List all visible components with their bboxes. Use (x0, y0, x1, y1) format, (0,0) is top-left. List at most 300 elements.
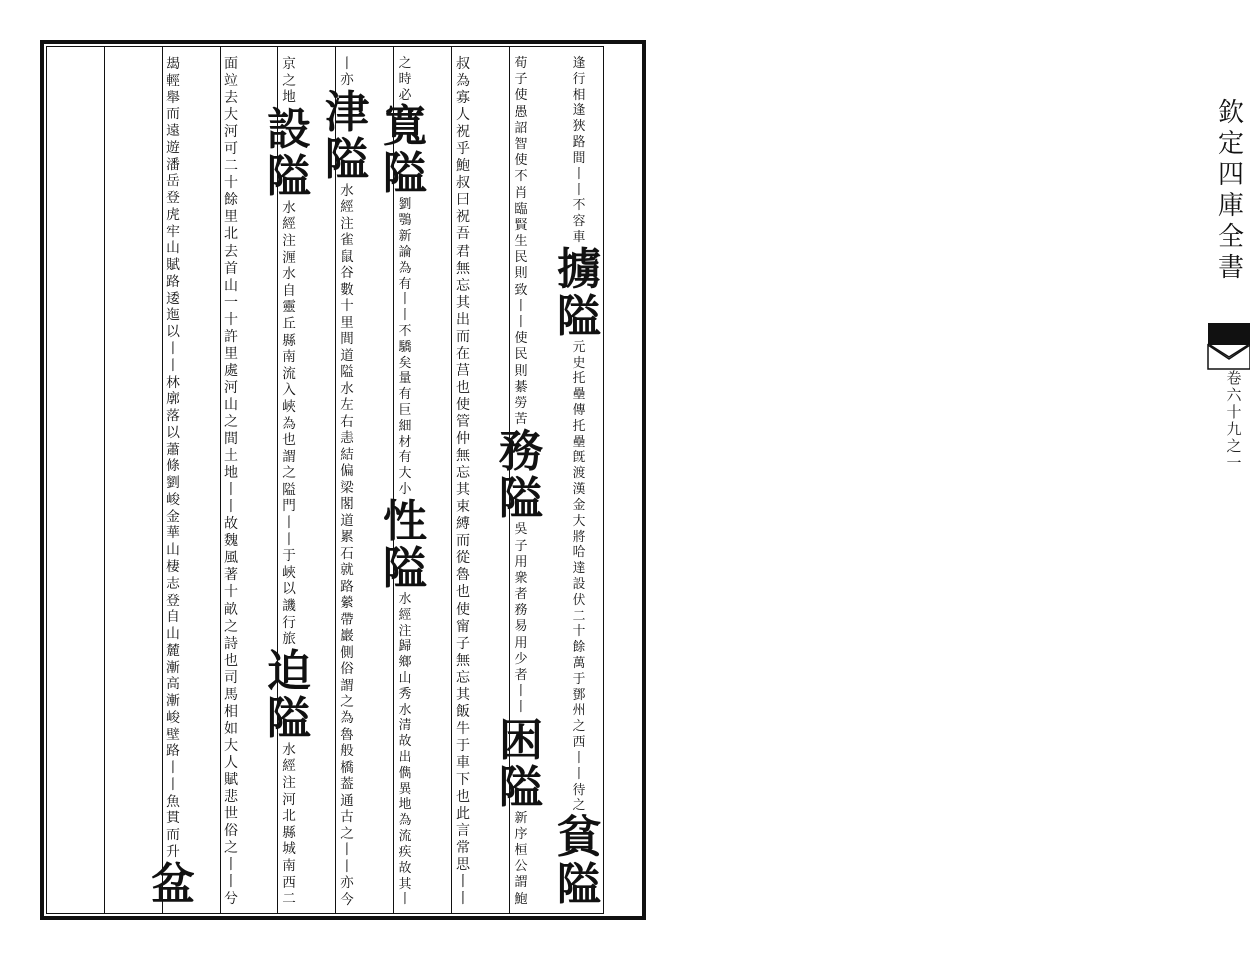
text-glyph: 就 (340, 562, 354, 579)
text-glyph: 十 (223, 175, 239, 192)
text-glyph: 水 (340, 182, 354, 199)
text-glyph: 細 (398, 418, 412, 434)
text-glyph: 十 (572, 624, 586, 640)
text-glyph: 下 (455, 771, 471, 788)
text-glyph: 山 (223, 277, 239, 294)
text-glyph: 水 (282, 199, 296, 216)
text-glyph: 縣 (282, 332, 296, 349)
text-glyph: 鼠 (340, 248, 354, 265)
text-glyph: 畝 (223, 601, 239, 618)
text-glyph: 右 (340, 413, 354, 430)
repeat-mark: 丨 (282, 515, 296, 532)
text-glyph: 鮑 (455, 158, 471, 175)
text-glyph: 登 (166, 592, 180, 609)
text-glyph: 吳 (514, 522, 528, 538)
text-glyph: 山 (166, 240, 180, 257)
heading-glyph: 隘 (325, 133, 369, 185)
text-glyph: 以 (282, 581, 296, 598)
text-glyph: 忘 (455, 669, 471, 686)
text-glyph: 迤 (166, 307, 180, 324)
text-glyph: 注 (398, 623, 412, 639)
text-glyph: 水 (398, 591, 412, 607)
text-glyph: 亦 (340, 875, 354, 892)
text-glyph: 城 (282, 841, 296, 858)
text-glyph: 漢 (572, 482, 586, 498)
text-glyph: 人 (455, 107, 471, 124)
text-glyph: 旅 (282, 631, 296, 648)
repeat-mark: 丨 (223, 857, 239, 874)
repeat-mark: 丨 (282, 531, 296, 548)
text-glyph: 鄉 (398, 655, 412, 671)
text-glyph: 也 (223, 652, 239, 669)
text-glyph: 牢 (166, 223, 180, 240)
text-glyph: 潘 (166, 156, 180, 173)
text-glyph: 之 (282, 465, 296, 482)
heading-glyph: 寬 (383, 101, 427, 153)
text-glyph: 石 (340, 545, 354, 562)
text-glyph: 峽 (282, 564, 296, 581)
text-glyph: 漸 (166, 693, 180, 710)
text-glyph: 仲 (455, 431, 471, 448)
repeat-mark: 丨 (340, 56, 354, 72)
text-glyph: 鶚 (398, 213, 412, 229)
text-glyph: 漸 (166, 659, 180, 676)
text-glyph: 餘 (572, 640, 586, 656)
text-glyph: 之 (223, 618, 239, 635)
text-glyph: 二 (282, 891, 296, 908)
text-glyph: 廓 (166, 391, 180, 408)
text-glyph: 其 (455, 482, 471, 499)
fish-tail-mark-icon (1208, 323, 1250, 369)
text-glyph: 出 (398, 750, 412, 765)
text-glyph: 大 (398, 466, 412, 482)
text-glyph: 忘 (455, 277, 471, 294)
text-glyph: 臨 (514, 201, 528, 217)
text-glyph: 餘 (223, 192, 239, 209)
text-glyph: 條 (166, 458, 180, 475)
text-glyph: 可 (223, 141, 239, 158)
text-glyph: 巨 (398, 403, 412, 418)
repeat-mark: 丨 (572, 182, 586, 198)
text-glyph: 之 (223, 413, 239, 430)
text-glyph: 金 (166, 508, 180, 525)
text-glyph: 橋 (340, 759, 354, 776)
text-glyph: 有 (398, 450, 412, 466)
text-glyph: 輕 (166, 72, 180, 89)
text-glyph: 綦 (514, 379, 528, 395)
text-glyph: 為 (398, 260, 412, 276)
text-glyph: 則 (514, 266, 528, 282)
text-glyph: 間 (572, 150, 586, 166)
text-glyph: 之 (282, 72, 296, 89)
text-glyph: 帶 (340, 611, 354, 628)
text-glyph: 門 (282, 498, 296, 515)
text-glyph: 賦 (166, 257, 180, 274)
text-glyph: 新 (514, 810, 528, 826)
text-glyph: 使 (514, 153, 528, 169)
text-glyph: 路 (340, 578, 354, 595)
text-glyph: 于 (572, 671, 586, 687)
text-glyph: 設 (572, 576, 586, 592)
text-glyph: 里 (340, 314, 354, 331)
text-glyph: 容 (572, 214, 586, 230)
text-glyph: 朅 (166, 56, 180, 72)
text-glyph: 京 (282, 56, 296, 72)
text-glyph: 使 (455, 396, 471, 413)
book-title-char: 書 (1217, 253, 1244, 283)
repeat-mark: 丨 (166, 357, 180, 374)
text-glyph: 者 (514, 668, 528, 683)
text-glyph: 有 (398, 276, 412, 292)
text-column-4 (383, 56, 427, 908)
juan-number (1222, 370, 1246, 472)
text-glyph: 伏 (572, 592, 586, 608)
text-glyph: 許 (223, 328, 239, 345)
text-glyph: 衆 (514, 570, 528, 586)
text-glyph: 新 (398, 229, 412, 245)
text-glyph: 道 (340, 512, 354, 529)
text-glyph: 林 (166, 374, 180, 391)
heading-glyph: 困 (499, 714, 543, 766)
text-glyph: 流 (398, 829, 412, 845)
text-glyph: 側 (340, 644, 354, 661)
text-glyph: 兮 (223, 891, 239, 908)
text-glyph: 梁 (340, 479, 354, 496)
text-glyph: 故 (223, 516, 239, 533)
text-glyph: 此 (455, 806, 471, 823)
text-glyph: 左 (340, 397, 354, 414)
text-glyph: 旣 (572, 450, 586, 466)
text-glyph: 故 (398, 734, 412, 750)
text-glyph: 無 (455, 448, 471, 465)
juan-char: 九 (1226, 420, 1242, 438)
text-glyph: 使 (514, 88, 528, 104)
text-glyph: 桓 (514, 842, 528, 858)
text-glyph: 量 (398, 371, 412, 387)
text-glyph: 自 (282, 282, 296, 299)
text-glyph: 托 (572, 418, 586, 434)
text-glyph: 勞 (514, 395, 528, 411)
text-glyph: 水 (282, 266, 296, 283)
text-glyph: 使 (514, 331, 528, 347)
text-glyph: 之 (223, 840, 239, 857)
text-glyph: 愚 (514, 104, 528, 120)
text-glyph: 劉 (398, 197, 412, 213)
text-glyph: 少 (514, 651, 528, 667)
text-glyph: 達 (572, 561, 586, 577)
repeat-mark: 丨 (223, 874, 239, 891)
text-glyph: 河 (223, 124, 239, 141)
text-glyph: 莒 (455, 362, 471, 379)
text-glyph: 經 (398, 607, 412, 623)
text-glyph: 行 (572, 71, 586, 87)
text-glyph: 也 (455, 379, 471, 396)
repeat-mark: 丨 (514, 684, 528, 700)
text-glyph: 北 (282, 808, 296, 825)
text-glyph: 西 (572, 735, 586, 751)
text-glyph: 忘 (455, 465, 471, 482)
text-glyph: 靈 (282, 299, 296, 316)
text-glyph: 自 (166, 609, 180, 626)
text-glyph: 高 (166, 676, 180, 693)
text-glyph: 在 (455, 345, 471, 362)
text-glyph: 華 (166, 525, 180, 542)
text-glyph: 峽 (282, 398, 296, 415)
text-glyph: 異 (398, 781, 412, 797)
text-glyph: 用 (514, 554, 528, 570)
text-glyph: 州 (572, 703, 586, 719)
repeat-mark: 丨 (166, 341, 180, 358)
repeat-mark: 丨 (455, 874, 471, 891)
text-glyph: 鄧 (572, 687, 586, 703)
text-glyph: 谷 (340, 265, 354, 282)
text-glyph: 智 (514, 136, 528, 152)
heading-glyph: 迫 (267, 645, 311, 697)
text-glyph: 魚 (166, 793, 180, 810)
heading-glyph: 貧 (557, 812, 601, 864)
text-glyph: 不 (398, 323, 412, 339)
text-glyph: 般 (340, 743, 354, 760)
text-glyph: 賦 (223, 771, 239, 788)
juan-char: 六 (1226, 386, 1242, 404)
text-glyph: 南 (282, 349, 296, 366)
text-glyph: 河 (282, 791, 296, 808)
text-glyph: 升 (166, 843, 180, 860)
text-glyph: 托 (572, 371, 586, 387)
text-glyph: 巖 (340, 628, 354, 645)
repeat-mark: 丨 (398, 292, 412, 308)
text-glyph: 萬 (572, 656, 586, 671)
text-glyph: 束 (455, 499, 471, 516)
heading-glyph: 隘 (499, 473, 543, 525)
text-glyph: 水 (340, 380, 354, 397)
repeat-mark: 丨 (340, 842, 354, 859)
heading-glyph: 隘 (383, 148, 427, 200)
text-glyph: 其 (455, 686, 471, 703)
text-glyph: 序 (514, 826, 528, 842)
text-column-7 (209, 56, 253, 908)
text-glyph: 公 (514, 859, 528, 875)
heading-glyph: 設 (267, 103, 311, 155)
text-glyph: 縛 (455, 516, 471, 533)
text-glyph: 累 (340, 529, 354, 546)
text-glyph: 虎 (166, 206, 180, 223)
text-glyph: 司 (223, 669, 239, 686)
text-glyph: 十 (340, 298, 354, 315)
text-glyph: 謂 (514, 875, 528, 891)
text-glyph: 古 (340, 809, 354, 826)
repeat-mark: 丨 (514, 298, 528, 314)
text-glyph: 地 (282, 89, 296, 106)
text-column-2 (499, 56, 543, 908)
text-glyph: 謂 (282, 448, 296, 465)
book-title-char: 定 (1217, 129, 1244, 159)
text-glyph: 恚 (340, 430, 354, 447)
text-glyph: 貫 (166, 810, 180, 827)
text-glyph: 西 (282, 874, 296, 891)
column-rule (104, 46, 105, 914)
text-glyph: 生 (514, 234, 528, 250)
text-glyph: 注 (340, 215, 354, 232)
text-glyph: 逢 (572, 56, 586, 71)
book-title-char: 欽 (1217, 98, 1244, 128)
text-glyph: 面 (223, 56, 239, 72)
text-glyph: 祝 (455, 124, 471, 141)
text-glyph: 小 (398, 482, 412, 498)
text-column-1 (557, 56, 601, 911)
text-glyph: 縈 (340, 595, 354, 612)
text-glyph: 風 (223, 550, 239, 567)
text-glyph: 大 (223, 107, 239, 124)
text-glyph: 峻 (166, 491, 180, 508)
text-glyph: 無 (455, 652, 471, 669)
text-glyph: 隘 (282, 481, 296, 498)
text-glyph: 雀 (340, 232, 354, 249)
text-glyph: 悲 (223, 789, 239, 806)
text-glyph: 山 (166, 542, 180, 559)
text-glyph: 大 (223, 737, 239, 754)
text-glyph: 民 (514, 250, 528, 266)
text-glyph: 出 (455, 311, 471, 328)
text-glyph: 今 (340, 891, 354, 908)
text-glyph: 流 (282, 365, 296, 382)
text-glyph: 于 (282, 548, 296, 565)
text-glyph: 閣 (340, 496, 354, 513)
text-glyph: 遊 (166, 139, 180, 156)
text-glyph: 魯 (340, 726, 354, 743)
heading-glyph: 隘 (267, 692, 311, 744)
juan-char: 卷 (1226, 369, 1242, 387)
text-glyph: 如 (223, 720, 239, 737)
text-glyph: 而 (455, 533, 471, 550)
text-glyph: 儁 (398, 765, 412, 781)
text-glyph: 為 (455, 73, 471, 90)
text-glyph: 時 (398, 71, 412, 87)
text-glyph: 不 (572, 198, 586, 214)
text-glyph: 乎 (455, 141, 471, 158)
text-glyph: 麓 (166, 642, 180, 659)
text-glyph: 人 (223, 754, 239, 771)
text-glyph: 水 (282, 741, 296, 758)
text-glyph: 思 (455, 857, 471, 874)
text-glyph: 其 (398, 876, 412, 892)
text-glyph: 車 (455, 754, 471, 771)
repeat-mark: 丨 (223, 482, 239, 499)
text-glyph: 去 (223, 243, 239, 260)
text-glyph: 十 (223, 584, 239, 601)
text-glyph: 十 (223, 311, 239, 328)
text-glyph: 一 (223, 294, 239, 311)
text-glyph: 處 (223, 362, 239, 379)
text-glyph: 河 (223, 379, 239, 396)
repeat-mark: 丨 (166, 776, 180, 793)
text-glyph: 劉 (166, 475, 180, 492)
text-glyph: 曰 (455, 192, 471, 209)
text-glyph: 數 (340, 281, 354, 298)
repeat-mark: 丨 (166, 760, 180, 777)
text-glyph: 荀 (514, 56, 528, 71)
text-glyph: 務 (514, 603, 528, 619)
text-glyph: 岳 (166, 173, 180, 190)
text-glyph: 歸 (398, 639, 412, 655)
text-column-8 (151, 56, 195, 908)
text-glyph: 二 (572, 608, 586, 624)
text-glyph: 叔 (455, 175, 471, 192)
text-column-3 (441, 56, 485, 908)
text-glyph: 者 (514, 587, 528, 603)
text-glyph: 世 (223, 806, 239, 823)
heading-glyph: 性 (383, 495, 427, 547)
text-glyph: 材 (398, 434, 412, 450)
text-glyph: 二 (223, 158, 239, 175)
juan-char: 一 (1226, 454, 1242, 472)
book-title-char: 全 (1217, 222, 1244, 252)
text-glyph: 鮑 (514, 891, 528, 907)
text-glyph: 志 (166, 575, 180, 592)
text-glyph: 之 (572, 798, 586, 814)
text-glyph: 子 (455, 635, 471, 652)
text-glyph: 入 (282, 382, 296, 399)
text-glyph: 民 (514, 347, 528, 363)
text-glyph: 渡 (572, 466, 586, 482)
heading-glyph: 隘 (267, 150, 311, 202)
text-glyph: 待 (572, 782, 586, 798)
text-glyph: 牛 (455, 720, 471, 737)
text-glyph: 馬 (223, 686, 239, 703)
text-glyph: 無 (455, 260, 471, 277)
banxin-margin (604, 40, 1244, 920)
text-glyph: 山 (398, 670, 412, 686)
text-glyph: 而 (455, 328, 471, 345)
text-glyph: 傳 (572, 403, 586, 418)
text-glyph: 祝 (455, 209, 471, 226)
text-glyph: 亦 (340, 72, 354, 89)
text-glyph: 也 (282, 432, 296, 449)
text-glyph: 之 (572, 719, 586, 735)
text-glyph: 從 (455, 550, 471, 567)
text-glyph: 元 (572, 339, 586, 355)
repeat-mark: 丨 (514, 700, 528, 716)
text-glyph: 水 (398, 702, 412, 718)
text-glyph: 注 (282, 232, 296, 249)
text-glyph: 詩 (223, 635, 239, 652)
text-glyph: 寡 (455, 90, 471, 107)
text-glyph: 落 (166, 408, 180, 425)
text-glyph: 管 (455, 413, 471, 430)
text-glyph: 隘 (340, 364, 354, 381)
text-glyph: 遠 (166, 123, 180, 140)
text-glyph: 賢 (514, 217, 528, 233)
repeat-mark: 丨 (572, 750, 586, 766)
text-glyph: 縣 (282, 824, 296, 841)
text-glyph: 南 (282, 857, 296, 874)
text-glyph: 用 (514, 635, 528, 651)
text-glyph: 土 (223, 448, 239, 465)
text-glyph: 登 (166, 190, 180, 207)
text-glyph: 里 (223, 345, 239, 362)
text-glyph: 將 (572, 529, 586, 545)
text-glyph: 言 (455, 823, 471, 840)
text-glyph: 湹 (282, 249, 296, 266)
text-glyph: 葢 (340, 776, 354, 793)
text-glyph: 蕭 (166, 441, 180, 458)
text-glyph: 丘 (282, 315, 296, 332)
text-glyph: 車 (572, 229, 586, 245)
text-glyph: 路 (166, 743, 180, 760)
text-glyph: 故 (398, 860, 412, 876)
repeat-mark: 丨 (572, 166, 586, 182)
text-glyph: 里 (223, 209, 239, 226)
